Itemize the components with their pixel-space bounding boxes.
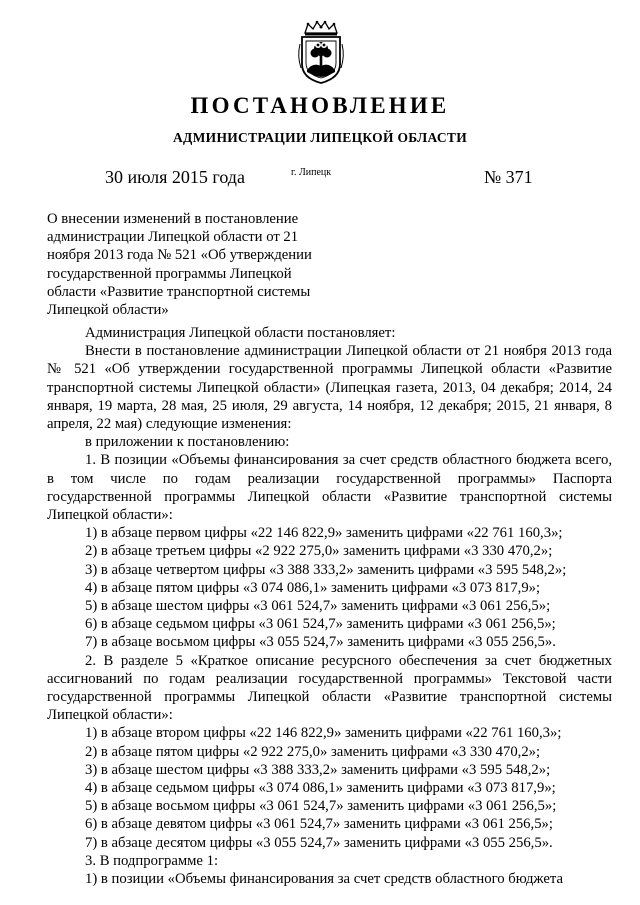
- list-item: 3) в абзаце шестом цифры «3 388 333,2» заменить цифрами «3 595 548,2»;: [85, 761, 551, 778]
- document-city: г. Липецк: [291, 167, 332, 178]
- heading-line: О внесении изменений в постановление: [47, 211, 299, 227]
- list-item: 4) в абзаце седьмом цифры «3 074 086,1» заменить цифрами «3 073 817,9»;: [85, 780, 556, 797]
- paragraph: 2. В разделе 5 «Краткое описание ресурсного обеспечения за счет бюджетных ассигнований по годам реализации государственной программы» Текстовой части государственной программы Липецкой области «Развитие транспортной системы Липецкой области»:: [47, 652, 612, 724]
- list-item: 2) в абзаце третьем цифры «2 922 275,0» заменить цифрами «3 330 470,2»;: [85, 543, 553, 560]
- list-item: 7) в абзаце десятом цифры «3 055 524,7» заменить цифрами «3 055 256,5».: [85, 834, 553, 851]
- list-item: 6) в абзаце девятом цифры «3 061 524,7» заменить цифрами «3 061 256,5»;: [85, 816, 553, 833]
- list-item: 5) в абзаце шестом цифры «3 061 524,7» заменить цифрами «3 061 256,5»;: [85, 598, 551, 615]
- lipetsk-coat-of-arms-icon: [296, 20, 346, 84]
- list-item: 3) в абзаце четвертом цифры «3 388 333,2» заменить цифрами «3 595 548,2»;: [85, 561, 567, 578]
- document-date: 30 июля 2015 года: [105, 167, 245, 187]
- list-item: 6) в абзаце седьмом цифры «3 061 524,7» заменить цифрами «3 061 256,5»;: [85, 616, 556, 633]
- heading-line: государственной программы Липецкой: [47, 265, 292, 282]
- paragraph: 3. В подпрограмме 1:: [85, 852, 219, 869]
- document-heading: [47, 210, 349, 319]
- document-body: [47, 324, 612, 888]
- list-item: 1) в абзаце первом цифры «22 146 822,9» заменить цифрами «22 761 160,3»;: [85, 525, 563, 542]
- paragraph: Администрация Липецкой области постановляет:: [85, 325, 396, 341]
- heading-line: области «Развитие транспортной системы: [47, 283, 311, 300]
- document-subtitle: АДМИНИСТРАЦИИ ЛИПЕЦКОЙ ОБЛАСТИ: [172, 130, 468, 145]
- heading-line: ноября 2013 года № 521 «Об утверждении: [47, 247, 312, 264]
- list-item: 4) в абзаце пятом цифры «3 074 086,1» заменить цифрами «3 073 817,9»;: [85, 579, 541, 596]
- list-item: 5) в абзаце восьмом цифры «3 061 524,7» заменить цифрами «3 061 256,5»;: [85, 798, 557, 815]
- heading-line: администрации Липецкой области от 21: [47, 229, 299, 246]
- document-number: № 371: [484, 167, 533, 187]
- paragraph: в приложении к постановлению:: [85, 434, 290, 451]
- paragraph: 1. В позиции «Объемы финансирования за счет средств областного бюджета всего, в том числе по годам реализации государственной программы» Паспорта государственной программы Липецкой области «Развитие транспортной системы Липецкой области»:: [47, 452, 612, 524]
- document-title: ПОСТАНОВЛЕНИЕ: [190, 93, 450, 118]
- list-item: 1) в абзаце втором цифры «22 146 822,9» заменить цифрами «22 761 160,3»;: [85, 725, 562, 742]
- paragraph: 1) в позиции «Объемы финансирования за счет средств областного бюджета: [85, 871, 564, 888]
- heading-line: Липецкой области»: [47, 302, 169, 319]
- list-item: 7) в абзаце восьмом цифры «3 055 524,7» заменить цифрами «3 055 256,5».: [85, 634, 556, 651]
- list-item: 2) в абзаце пятом цифры «2 922 275,0» заменить цифрами «3 330 470,2»;: [85, 743, 541, 760]
- paragraph: Внести в постановление администрации Липецкой области от 21 ноября 2013 года № 521 «Об утверждении государственной программы Липецкой области «Развитие транспортной системы Липецкой области» (Липецкая газета, 2013, 04 декабря; 2014, 24 января, 19 марта, 28 мая, 25 июля, 29 августа, 14 ноября, 12 декабря; 2015, 21 января, 8 апреля, 22 мая) следующие изменения:: [47, 343, 612, 433]
